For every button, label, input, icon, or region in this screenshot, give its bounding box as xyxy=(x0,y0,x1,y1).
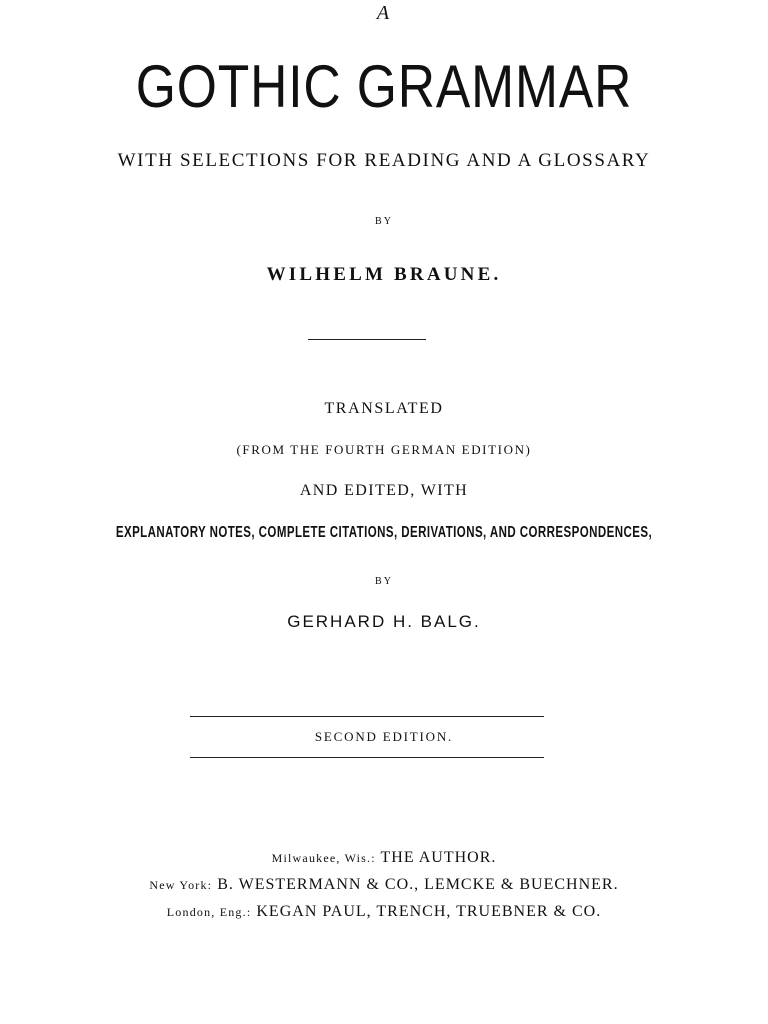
book-subtitle: WITH SELECTIONS FOR READING AND A GLOSSARY xyxy=(117,150,651,171)
editor-name: GERHARD H. BALG. xyxy=(287,612,481,631)
from-edition-note: (FROM THE FOURTH GERMAN EDITION) xyxy=(236,442,532,457)
imprint-publisher: THE AUTHOR. xyxy=(380,849,497,866)
imprint-publisher: B. WESTERMANN & CO., LEMCKE & BUECHNER. xyxy=(217,876,619,893)
edition-rule-bottom xyxy=(190,757,544,758)
imprint-line xyxy=(0,903,768,921)
imprint-publisher: KEGAN PAUL, TRENCH, TRUEBNER & CO. xyxy=(256,903,602,920)
imprint-place: Milwaukee, Wis.: xyxy=(271,851,376,865)
imprint-place: New York: xyxy=(149,878,213,892)
imprint-place: London, Eng.: xyxy=(166,905,252,919)
and-edited-label: AND EDITED, WITH xyxy=(299,482,469,499)
short-divider xyxy=(308,339,426,340)
book-title: GOTHIC GRAMMAR xyxy=(135,53,633,120)
edition-label: SECOND EDITION. xyxy=(314,729,454,744)
imprint-line xyxy=(0,849,768,867)
notes-description: EXPLANATORY NOTES, COMPLETE CITATIONS, DERIVATIONS, AND CORRESPONDENCES, xyxy=(115,524,653,541)
imprint-line xyxy=(0,876,768,894)
by-label-editor: BY xyxy=(375,576,393,587)
title-article: A xyxy=(376,2,392,24)
by-label-author: BY xyxy=(375,216,393,227)
translated-label: TRANSLATED xyxy=(324,400,444,417)
author-name: WILHELM BRAUNE. xyxy=(266,264,502,285)
edition-rule-top xyxy=(190,716,544,717)
